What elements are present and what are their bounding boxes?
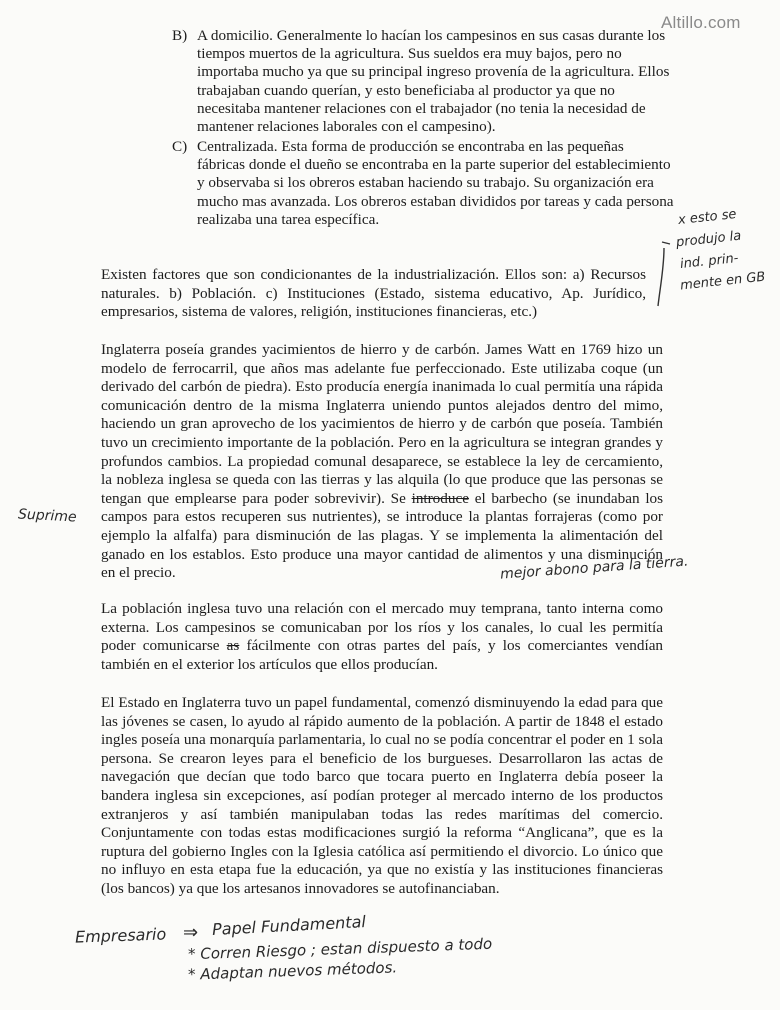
- margin-bracket-icon: [652, 238, 676, 310]
- handwritten-margin-note-line: x esto se: [677, 206, 738, 229]
- paragraph-factores: Existen factores que son condicionantes de la industrialización. Ellos son: a) Recursos naturales. b) Población. c) Instituciones (Estado, sistema educativo, Ap. Jurídico, empresarios, sistema de valores, religión, instituciones financieras, etc.): [101, 266, 646, 321]
- watermark: Altillo.com: [661, 13, 741, 32]
- struck-word: as: [226, 637, 240, 655]
- list-item-letter: B): [172, 27, 188, 44]
- paragraph-text: el barbecho (se inundaban los campos para estos recuperen sus nutrientes), se introduce la plantas forrajeras (como por ejemplo la alfalfa) para disminución de las plagas. Y se implementa la alimentación del ganado en los establos. Esto produce una mayor cantidad de alimentos y una disminución en el precio.: [101, 489, 664, 582]
- list-item-text: A domicilio. Generalmente lo hacían los campesinos en sus casas durante los tiempos muertos de la agricultura. Sus sueldos era muy bajos, pero no importaba mucho ya que su principal ingreso provenía de la agricultura. Ellos trabajaban cuando querían, y esto beneficiaba al productor ya que no necesitaba mantener relaciones con el trabajador (no tenia la necesidad de mantener relaciones laborales con el campesino).: [197, 27, 670, 136]
- handwritten-bullet: * Adaptan nuevos métodos.: [187, 958, 398, 984]
- list-item-b: [172, 27, 677, 137]
- list-item-letter: C): [172, 138, 188, 155]
- paragraph-poblacion: [101, 600, 663, 674]
- paragraph-inglaterra: [101, 341, 663, 583]
- handwritten-bottom-line: Papel Fundamental: [211, 911, 367, 940]
- handwritten-bullet: * Corren Riesgo ; estan dispuesto a todo: [187, 934, 493, 964]
- list-item-text: Centralizada. Esta forma de producción se encontraba en las pequeñas fábricas donde el dueño se encontraba en la parte superior del establecimiento y observaba si los obreros estaban haciendo su trabajo. Su organización era mucho mas avanzada. Los obreros estaban divididos por tareas y cada persona realizaba una tarea específica.: [197, 138, 674, 228]
- paragraph-text: La población inglesa tuvo una relación con el mercado muy temprana, tanto interna como externa. Los campesinos se comunicaban por los ríos y los canales, lo cual les permitía poder comunicarse: [101, 600, 663, 655]
- handwritten-bottom-label: Empresario: [74, 924, 167, 947]
- handwritten-margin-note-left: Suprime: [17, 506, 77, 526]
- paragraph-text: Inglaterra poseía grandes yacimientos de hierro y de carbón. James Watt en 1769 hizo un modelo de ferrocarril, que años mas adelante fue perfeccionado. Este utilizaba coque (un derivado del carbón de piedra). Esto producía energía inanimada lo cual permitía una rápida comunicación dentro de la misma Inglaterra uniendo puntos alejados dentro del mimo, haciendo un gran aprovecho de los yacimientos de hierro y de carbón que poseía. También tuvo un crecimiento importante de la población. Pero en la agricultura se integran grandes y profundos cambios. La propiedad comunal desaparece, se establece la ley de cercamiento, la nobleza inglesa se queda con las tierras y las alquila (lo que produce que las personas se tengan que emplearse para poder sobrevivir). Se: [101, 341, 663, 507]
- handwritten-margin-note-line: ind. prin-: [679, 250, 740, 273]
- arrow-icon: ⇒: [183, 922, 199, 943]
- handwritten-inline-note: mejor abono para la tierra.: [499, 553, 689, 583]
- paragraph-text: fácilmente con otras partes del país, y los comerciantes vendían también en el exterior los artículos que ellos producían.: [101, 637, 664, 673]
- paragraph-estado: El Estado en Inglaterra tuvo un papel fundamental, comenzó disminuyendo la edad para que las jóvenes se casen, lo ayudo al rápido aumento de la población. A partir de 1848 el estado ingles poseía una monarquía parlamentaria, lo cual no se podía concentrar el poder en 1 sola persona. Se crearon leyes para el beneficio de los burgueses. Desarrollaron las actas de navegación que decían que todo barco que tocara puerto en Inglaterra debía poseer la bandera inglesa sin excepciones, así podían proteger al mercado interno de los productos extranjeros y así también manipulaban todas las redes marítimas del comercio. Conjuntamente con todas estas modificaciones surgió la reforma “Anglicana”, que es la ruptura del gobierno Ingles con la Iglesia católica así permitiendo el divorcio. Lo único que no influyo en esta etapa fue la educación, ya que no existía y las instituciones financieras (los bancos) ya que los artesanos innovadores se autofinanciaban.: [101, 694, 663, 897]
- list-item-c: [172, 138, 677, 233]
- handwritten-margin-note-line: mente en GB: [679, 269, 767, 294]
- handwritten-margin-note-line: produjo la: [675, 228, 742, 251]
- struck-word: introduce: [411, 489, 469, 507]
